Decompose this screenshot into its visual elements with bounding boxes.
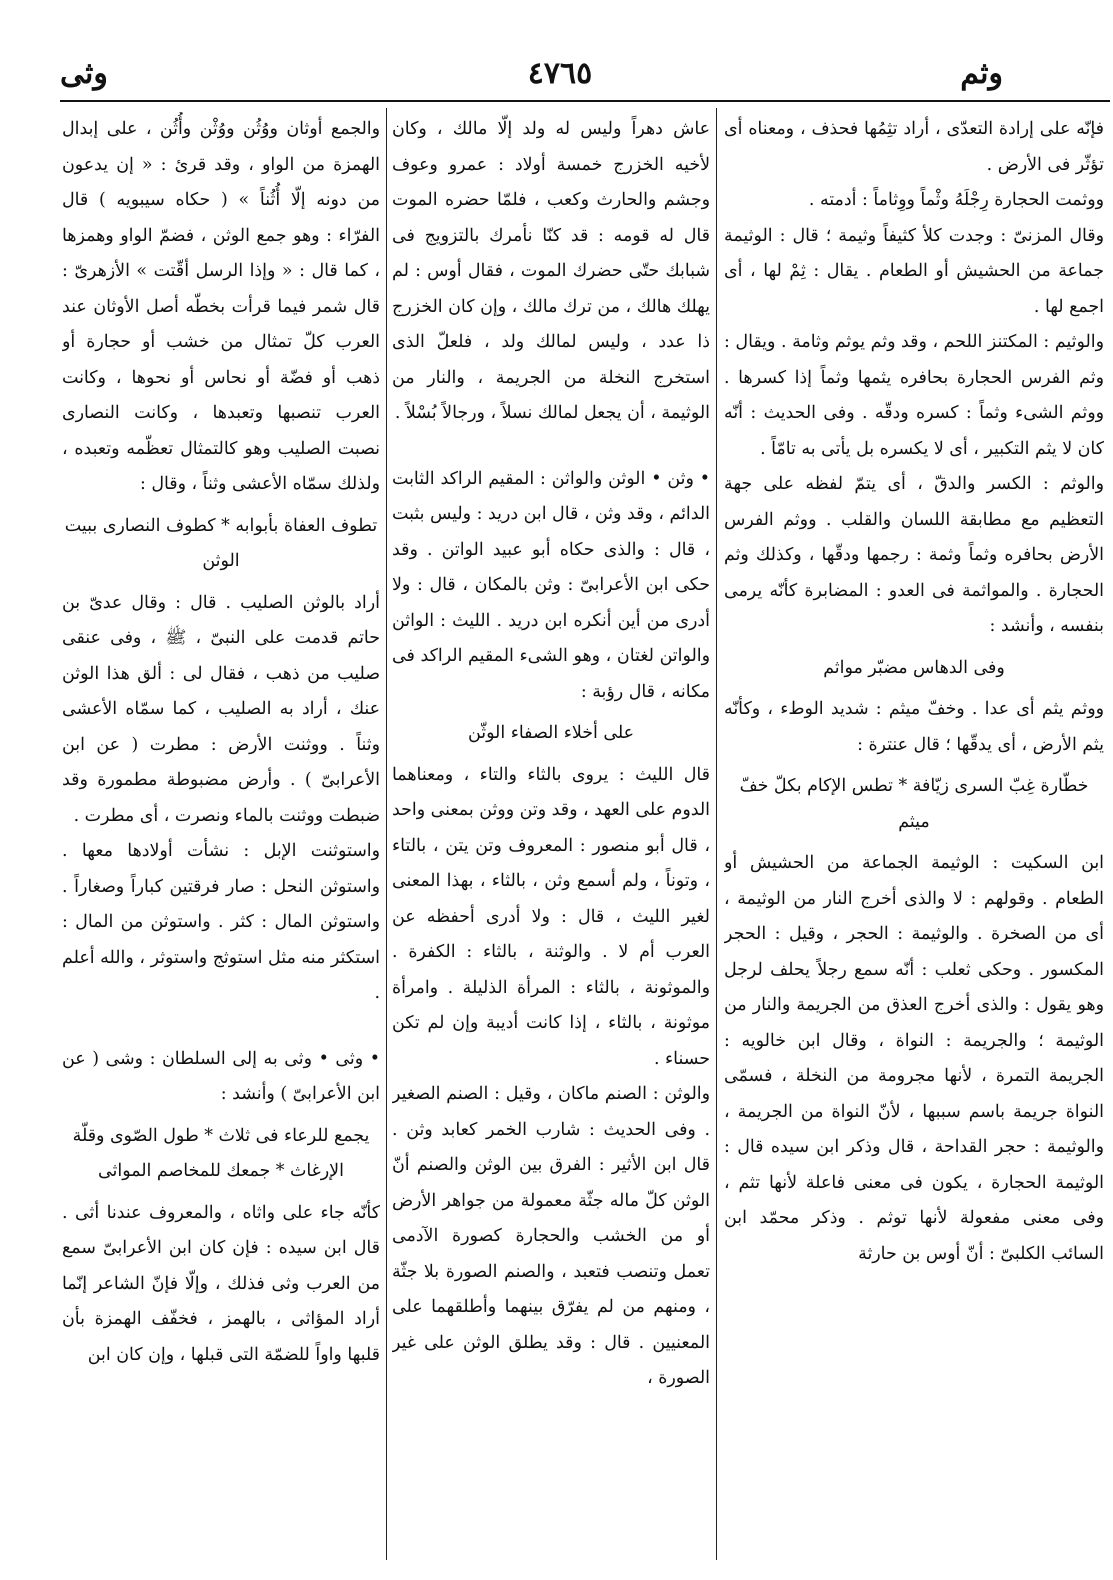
paragraph: أراد بالوثن الصليب . قال : وقال عدىّ بن حاتم قدمت على النبىّ ، ﷺ ، وفى عنقى صليب من ذهب ، فقال لى : ألق هذا الوثن عنك ، أراد به الصليب ، كما سمّاه الأعشى وثناً . ووثنت الأرض : مطرت ( عن ابن الأعرابىّ ) . وأرض مضبوطة مطمورة وقد ضبطت ووثنت بالماء ونصرت ، أى مطرت . xyxy=(62,592,380,826)
verse-line: خطّارة غِبّ السرى زيّافة * تطس الإكام بكلّ خفّ ميثم xyxy=(739,776,1089,832)
verse-line: تطوف العفاة بأبوابه * كطوف النصارى ببيت الوثن xyxy=(64,515,378,571)
column-divider-left xyxy=(386,108,387,1560)
verse-line: وفى الدهاس مضبّر مواثم xyxy=(823,657,1005,678)
paragraph: ابن السكيت : الوثيمة الجماعة من الحشيش أو الطعام . وقولهم : لا والذى أخرج النار من الوثيمة ، أى من الصخرة . والوثيمة : الحجر ، وقيل : الحجر المكسور . وحكى ثعلب : أنّه سمع رجلاً يحلف لرجل وهو يقول : والذى أخرج العذق من الجريمة والنار من الوثيمة ؛ والجريمة : النواة ، وقال ابن خالويه : الجريمة التمرة ، لأنها مجرومة من النخلة ، فسمّى النواة جريمة باسم سببها ، لأنّ النواة من الجريمة ، والوثيمة : حجر القداحة ، قال وذكر ابن سيده قال : الوثيمة الحجارة ، يكون فى معنى فاعلة لأنها تثم ، وفى معنى مفعولة لأنها توثم . وذكر محمّد ابن السائب الكلبىّ : أنّ أوس بن حارثة xyxy=(724,853,1104,1264)
paragraph: كأنّه جاء على واثاه ، والمعروف عندنا أثى . قال ابن سيده : فإن كان ابن الأعرابىّ سمع من العرب وثى فذلك ، وإلّا فإنّ الشاعر إنّما أراد المؤاثى ، بالهمز ، فخفّف الهمزة بأن قلبها واواً للضمّة التى قبلها ، وإن كان ابن xyxy=(62,1202,380,1365)
column-right xyxy=(724,112,1104,1544)
column-left xyxy=(62,112,380,1544)
column-middle xyxy=(392,112,710,1544)
paragraph: والوثم : الكسر والدقّ ، أى يتمّ لفظه على جهة التعظيم مع مطابقة اللسان والقلب . ووثم الفرس الأرض بحافره وثماً وثمة : رجمها ودقّها ، وكذلك وثم الحجارة . والمواثمة فى العدو : المضابرة كأنّه يرمى بنفسه ، وأنشد : xyxy=(724,474,1104,636)
paragraph: والجمع أوثان ووُثُن ووُثْن وأُثُن ، على إبدال الهمزة من الواو ، وقد قرئ : « إن يدعون من دونه إلّا أُثُناً » ( حكاه سيبويه ) قال الفرّاء : وهو جمع الوثن ، فضمّ الواو وهمزها ، كما قال : « وإذا الرسل أقّتت » الأزهرىّ : قال شمر فيما قرأت بخطّه أصل الأوثان عند العرب كلّ تمثال من خشب أو حجارة أو ذهب أو فضّة أو نحاس أو نحوها ، وكانت العرب تنصبها وتعبدها ، وكانت النصارى نصبت الصليب وهو كالتمثال تعظّمه وتعبده ، ولذلك سمّاه الأعشى وثناً ، وقال : xyxy=(62,119,380,494)
paragraph: عاش دهراً وليس له ولد إلّا مالك ، وكان لأخيه الخزرج خمسة أولاد : عمرو وعوف وجشم والحارث وكعب ، فلمّا حضره الموت قال له قومه : قد كنّا نأمرك بالتزويج فى شبابك حتّى حضرك الموت ، فقال أوس : لم يهلك هالك ، من ترك مالك ، وإن كان الخزرج ذا عدد ، وليس لمالك ولد ، فلعلّ الذى استخرج النخلة من الجريمة ، والنار من الوثيمة ، أن يجعل لمالك نسلاً ، ورجالاً بُسْلاً . xyxy=(392,119,710,423)
header-root-word-right: وثم xyxy=(960,56,1003,91)
paragraph: فإنّه على إرادة التعدّى ، أراد تثِمُها فحذف ، ومعناه أى تؤثّر فى الأرض . xyxy=(724,119,1104,175)
paragraph: والوثيم : المكتنز اللحم ، وقد وثم يوثم وثامة . ويقال : وثم الفرس الحجارة بحافره يثمها وثماً إذا كسرها . ووثم الشىء وثماً : كسره ودقّه . وفى الحديث : أنّه كان لا يثم التكبير ، أى لا يكسره بل يأتى به تامّاً . xyxy=(724,332,1104,459)
paragraph: والوثن : الصنم ماكان ، وقيل : الصنم الصغير . وفى الحديث : شارب الخمر كعابد وثن . قال ابن الأثير : الفرق بين الوثن والصنم أنّ الوثن كلّ ماله جثّة معمولة من جواهر الأرض أو من الخشب والحجارة كصورة الآدمى تعمل وتنصب فتعبد ، والصنم الصورة بلا جثّة ، ومنهم من لم يفرّق بينهما وأطلقهما على المعنيين . قال : وقد يطلق الوثن على غير الصورة ، xyxy=(392,1084,710,1388)
entry-gap xyxy=(62,1012,380,1042)
verse-line: يجمع للرعاء فى ثلاث * طول الصّوى وقلّة الإرغاث * جمعك للمخاصم المواثى xyxy=(72,1125,370,1181)
paragraph: واستوثنت الإبل : نشأت أولادها معها . واستوثن النحل : صار فرقتين كباراً وصغاراً . واستوثن المال : كثر . واستوثن من المال : استكثر منه مثل استوثج واستوثر ، والله أعلم . xyxy=(62,841,380,1003)
paragraph: وقال المزنىّ : وجدت كلأ كثيفاً وثيمة ؛ قال : الوثيمة جماعة من الحشيش أو الطعام . يقال : ثِمْ لها ، أى اجمع لها . xyxy=(724,225,1104,317)
column-divider-right xyxy=(716,108,717,1560)
entry-wthn: • وثن • الوثن والواثن : المقيم الراكد الثابت الدائم ، وقد وثن ، قال ابن دريد : وليس بثبت ، قال : والذى حكاه أبو عبيد الواتن . وقد حكى ابن الأعرابىّ : وثن بالمكان ، قال : ولا أدرى من أين أنكره ابن دريد . الليث : الواثن والواتن لغتان ، وهو الشىء المقيم الراكد فى مكانه ، قال رؤبة : xyxy=(392,468,710,702)
header-root-word-left: وثى xyxy=(60,56,108,91)
paragraph: ووثمت الحجارة رِجْلَهُ وثْماً ووِثاماً : أدمته . xyxy=(808,190,1104,210)
paragraph: ووثم يثم أى عدا . وخفّ ميثم : شديد الوطء ، وكأنّه يثم الأرض ، أى يدقّها ؛ قال عنترة : xyxy=(724,699,1104,755)
entry-wthy: • وثى • وثى به إلى السلطان : وشى ( عن ابن الأعرابىّ ) وأنشد : xyxy=(62,1048,380,1104)
header-rule xyxy=(60,100,1110,102)
page-number: ٤٧٦٥ xyxy=(527,56,593,91)
verse-line: على أخلاء الصفاء الوثّن xyxy=(467,723,635,743)
paragraph: قال الليث : يروى بالثاء والتاء ، ومعناهما الدوم على العهد ، وقد وتن ووثن بمعنى واحد ، قال أبو منصور : المعروف وتن يتن ، بالتاء ، وتوناً ، ولم أسمع وثن ، بالثاء ، بهذا المعنى لغير الليث ، قال : ولا أدرى أحفظه عن العرب أم لا . والوثنة ، بالثاء : الكفرة . والموثونة ، بالثاء : المرأة الذليلة . وامرأة موثونة ، بالثاء ، إذا كانت أديبة وإن لم تكن حسناء . xyxy=(392,764,710,1069)
entry-gap xyxy=(392,432,710,462)
